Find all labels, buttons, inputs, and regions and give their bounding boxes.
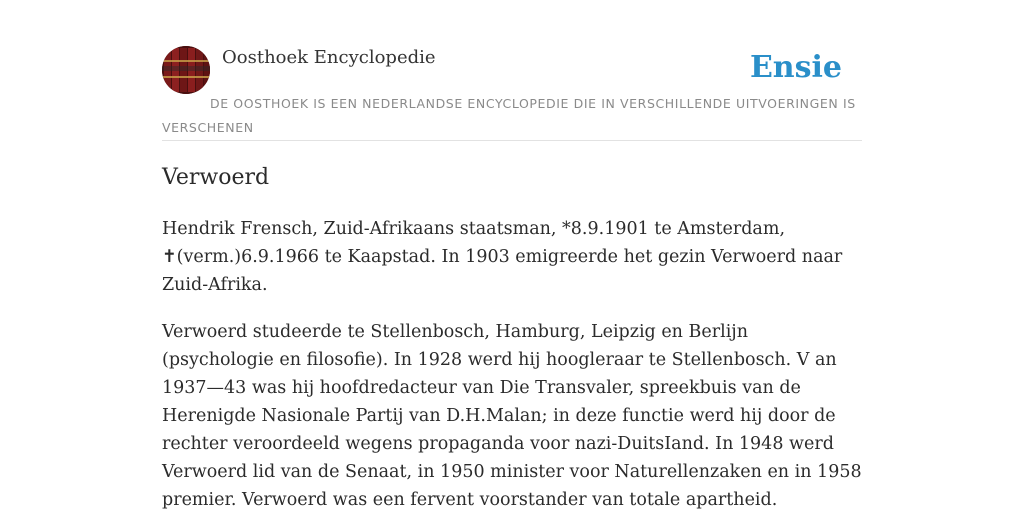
article-paragraph: Verwoerd studeerde te Stellenbosch, Hamburg, Leipzig en Berlijn (psychologie en filosofie). In 1928 werd hij hoogleraar te Stellenbosch. V an 1937—43 was hij hoofdredacteur van Die Transvaler, spreekbuis van de Herenigde Nasionale Partij van D.H.Malan; in deze functie werd hij door de rechter veroordeeld wegens propaganda voor nazi-DuitsIand. In 1948 werd Verwoerd lid van de Senaat, in 1950 minister voor Naturellenzaken en in 1958 premier. Verwoerd was een fervent voorstander van totale apartheid. [162,322,862,510]
article [162,160,862,512]
site-name[interactable]: Oosthoek Encyclopedie [222,47,436,68]
book-spines-icon[interactable] [162,46,210,94]
site-header [162,46,862,141]
site-tagline: DE OOSTHOEK IS EEN NEDERLANDSE ENCYCLOPEDIE DIE IN VERSCHILLENDE UITVOERINGEN IS VERSCHENEN [162,96,856,135]
page-title: Verwoerd [162,165,270,190]
article-paragraph: Hendrik Frensch, Zuid-Afrikaans staatsman, *8.9.1901 te Amsterdam, ✝(verm.)6.9.1966 te Kaapstad. In 1903 emigreerde het gezin Verwoerd naar Zuid-Afrika. [162,219,843,295]
brand-logo[interactable]: Ensie [749,50,842,85]
